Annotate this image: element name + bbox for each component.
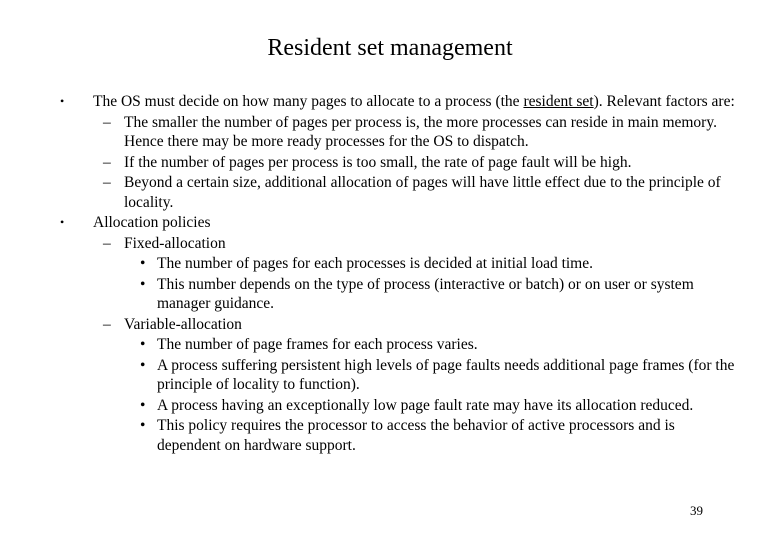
bullet-marker: • [140, 356, 146, 374]
slide-title: Resident set management [267, 35, 513, 61]
bullet-marker: • [140, 336, 146, 353]
subpoint-text: If the number of pages per process is too small, the rate of page fault will be high. [124, 153, 632, 171]
bullet-marker: • [60, 215, 65, 229]
detail-high-faults [0, 356, 740, 395]
subpoint-text: Fixed-allocation [124, 234, 226, 252]
subpoint-variable-allocation [0, 315, 740, 335]
slide-body [0, 92, 780, 456]
detail-text: The number of pages for each processes is decided at initial load time. [157, 255, 593, 272]
dash-marker: – [103, 153, 111, 171]
bullet-marker: • [140, 396, 146, 414]
subpoint-locality [0, 173, 740, 212]
bullet-marker: • [140, 417, 146, 434]
detail-text: This policy requires the processor to access the behavior of active processors and is dependent on hardware support. [157, 417, 675, 454]
bullet-marker: • [140, 255, 146, 272]
resident-set-term: resident set [523, 93, 594, 110]
bullet-text: Allocation policies [93, 214, 211, 231]
subpoint-more-processes [0, 113, 740, 152]
detail-low-faults [0, 396, 740, 416]
subpoint-page-fault-rate [0, 153, 740, 173]
detail-text: A process suffering persistent high levels of page faults needs additional page frames (for the principle of locality to function). [157, 356, 735, 393]
bullet-resident-set [0, 92, 740, 112]
dash-marker: – [103, 315, 111, 333]
bullet-marker: • [60, 94, 65, 108]
dash-marker: – [103, 234, 111, 252]
page-number: 39 [690, 503, 703, 518]
detail-hardware-support [0, 416, 740, 455]
detail-text: This number depends on the type of process (interactive or batch) or on user or system manager guidance. [157, 275, 694, 312]
detail-frames-vary [0, 335, 740, 355]
detail-initial-load-time [0, 254, 740, 274]
detail-text: A process having an exceptionally low page fault rate may have its allocation reduced. [157, 396, 694, 414]
bullet-marker: • [140, 275, 146, 293]
bullet-text-post: ). Relevant factors are: [593, 93, 735, 110]
detail-process-type [0, 275, 740, 314]
bullet-text-pre: The OS must decide on how many pages to allocate to a process (the [93, 93, 524, 110]
detail-text: The number of page frames for each process varies. [157, 336, 478, 353]
subpoint-fixed-allocation [0, 234, 740, 254]
bullet-allocation-policies [0, 213, 740, 233]
subpoint-text: Beyond a certain size, additional allocation of pages will have little effect due to the principle of locality. [124, 174, 721, 211]
subpoint-text: The smaller the number of pages per process is, the more processes can reside in main memory. Hence there may be more ready processes for the OS to dispatch. [124, 113, 717, 150]
dash-marker: – [103, 174, 111, 191]
dash-marker: – [103, 113, 111, 131]
subpoint-text: Variable-allocation [124, 315, 242, 333]
